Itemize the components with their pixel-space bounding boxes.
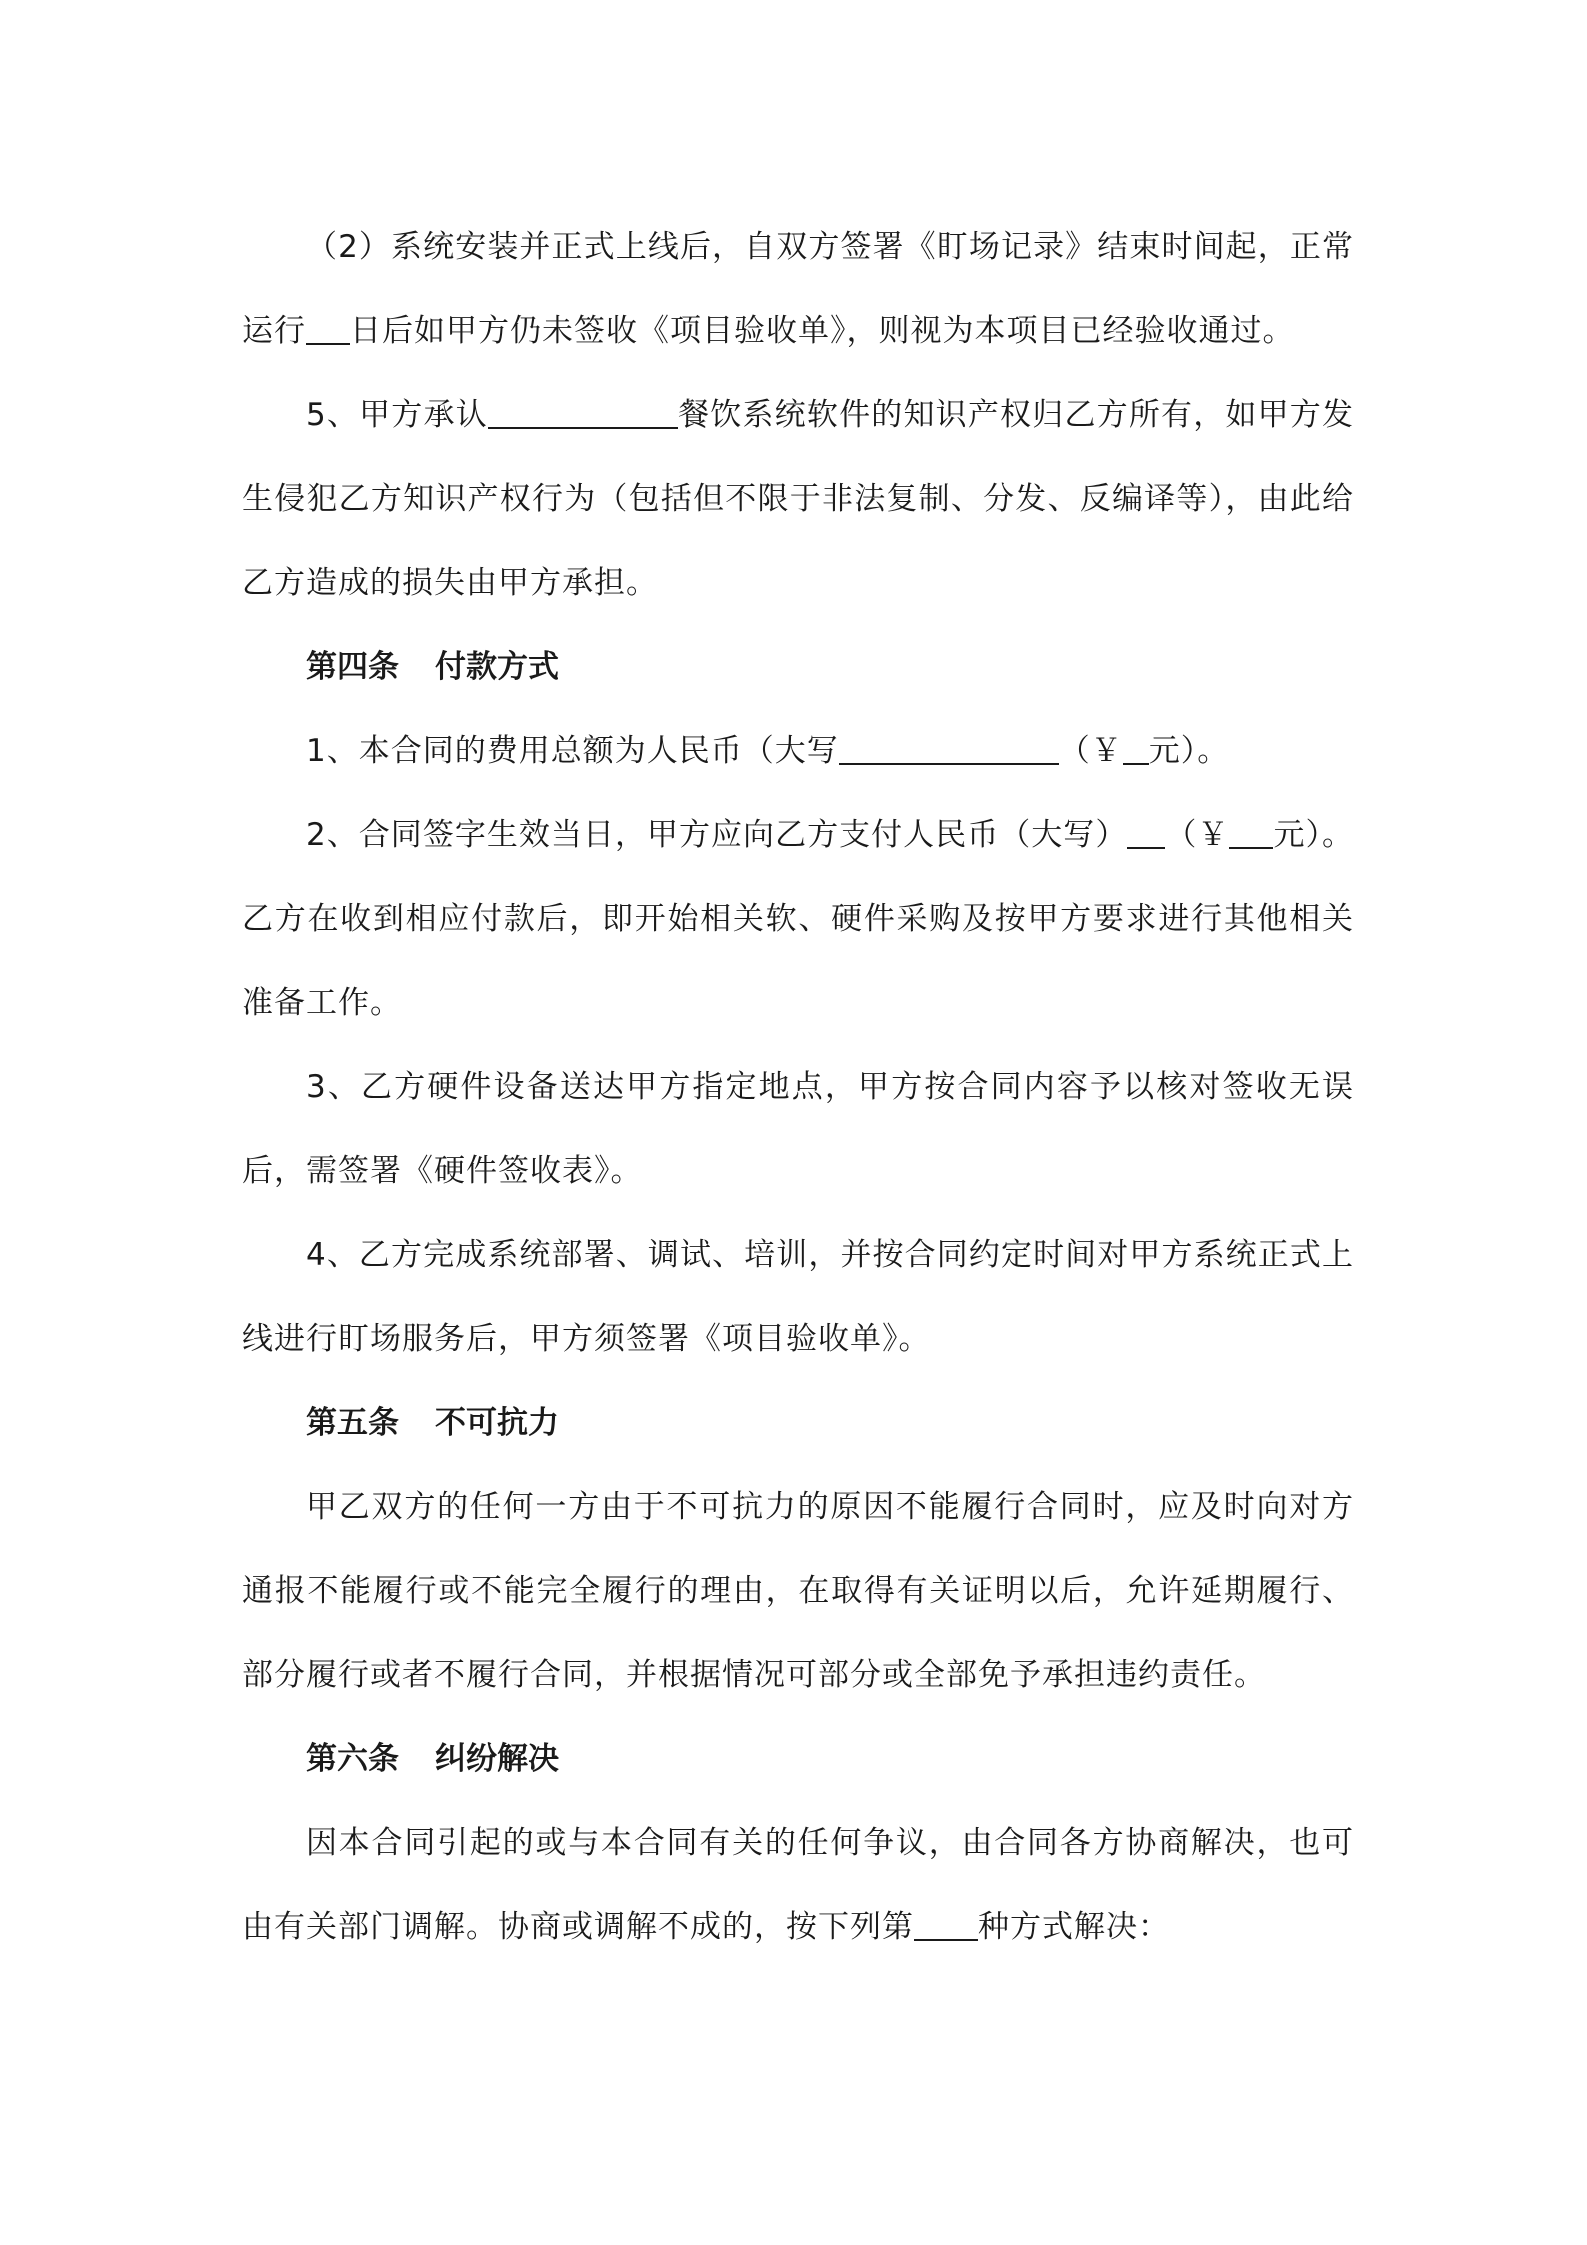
text: 1、本合同的费用总额为人民币（大写	[306, 733, 839, 769]
paragraph-total-fee	[242, 709, 1354, 793]
text: 元）。乙方在收到相应付款后，即开始相关软、硬件采购及按甲方要求进行其他相关准备工作。	[242, 817, 1354, 1021]
blank-software-name[interactable]	[488, 397, 678, 429]
article-title: 不可抗力	[435, 1405, 559, 1441]
blank-resolution-method[interactable]	[914, 1909, 978, 1941]
article-number: 第六条	[306, 1741, 399, 1777]
heading-article-5	[242, 1381, 1354, 1465]
text: 元）。	[1148, 733, 1230, 769]
paragraph-hardware-delivery: 3、乙方硬件设备送达甲方指定地点，甲方按合同内容予以核对签收无误后，需签署《硬件签收表》。	[242, 1069, 1354, 1189]
text: （￥	[1058, 733, 1123, 769]
blank-amount-words[interactable]	[839, 733, 1059, 765]
paragraph-ip	[242, 373, 1354, 625]
contract-page	[242, 205, 1354, 1969]
paragraph-first-payment	[242, 793, 1354, 1045]
heading-article-6	[242, 1717, 1354, 1801]
text: （2）系统安装并正式上线后，自双方签署《盯场记录》结束时间起，正常运行	[242, 229, 1354, 349]
blank-amount-number[interactable]	[1123, 733, 1149, 765]
paragraph-project-acceptance: 4、乙方完成系统部署、调试、培训，并按合同约定时间对甲方系统正式上线进行盯场服务后，甲方须签署《项目验收单》。	[242, 1237, 1354, 1357]
article-number: 第四条	[306, 649, 399, 685]
text: 2、合同签字生效当日，甲方应向乙方支付人民币（大写）	[306, 817, 1128, 853]
paragraph-force-majeure: 甲乙双方的任何一方由于不可抗力的原因不能履行合同时，应及时向对方通报不能履行或不能完全履行的理由，在取得有关证明以后，允许延期履行、部分履行或者不履行合同，并根据情况可部分或全部免予承担违约责任。	[242, 1489, 1354, 1693]
paragraph-acceptance	[242, 205, 1354, 373]
heading-article-4	[242, 625, 1354, 709]
text: 日后如甲方仍未签收《项目验收单》，则视为本项目已经验收通过。	[350, 313, 1295, 349]
text: 因本合同引起的或与本合同有关的任何争议，由合同各方协商解决，也可由有关部门调解。协商或调解不成的，按下列第	[242, 1825, 1354, 1945]
blank-days[interactable]	[306, 313, 350, 345]
text: 5、甲方承认	[306, 397, 488, 433]
text: 种方式解决：	[978, 1909, 1170, 1945]
article-title: 纠纷解决	[435, 1741, 559, 1777]
blank-payment-words[interactable]	[1127, 817, 1165, 849]
paragraph-dispute-resolution	[242, 1801, 1354, 1969]
article-number: 第五条	[306, 1405, 399, 1441]
text: （￥	[1165, 817, 1230, 853]
text: 餐饮系统软件的知识产权归乙方所有，如甲方发生侵犯乙方知识产权行为（包括但不限于非法复制、分发、反编译等），由此给乙方造成的损失由甲方承担。	[242, 397, 1354, 601]
article-title: 付款方式	[435, 649, 559, 685]
blank-payment-number[interactable]	[1229, 817, 1273, 849]
